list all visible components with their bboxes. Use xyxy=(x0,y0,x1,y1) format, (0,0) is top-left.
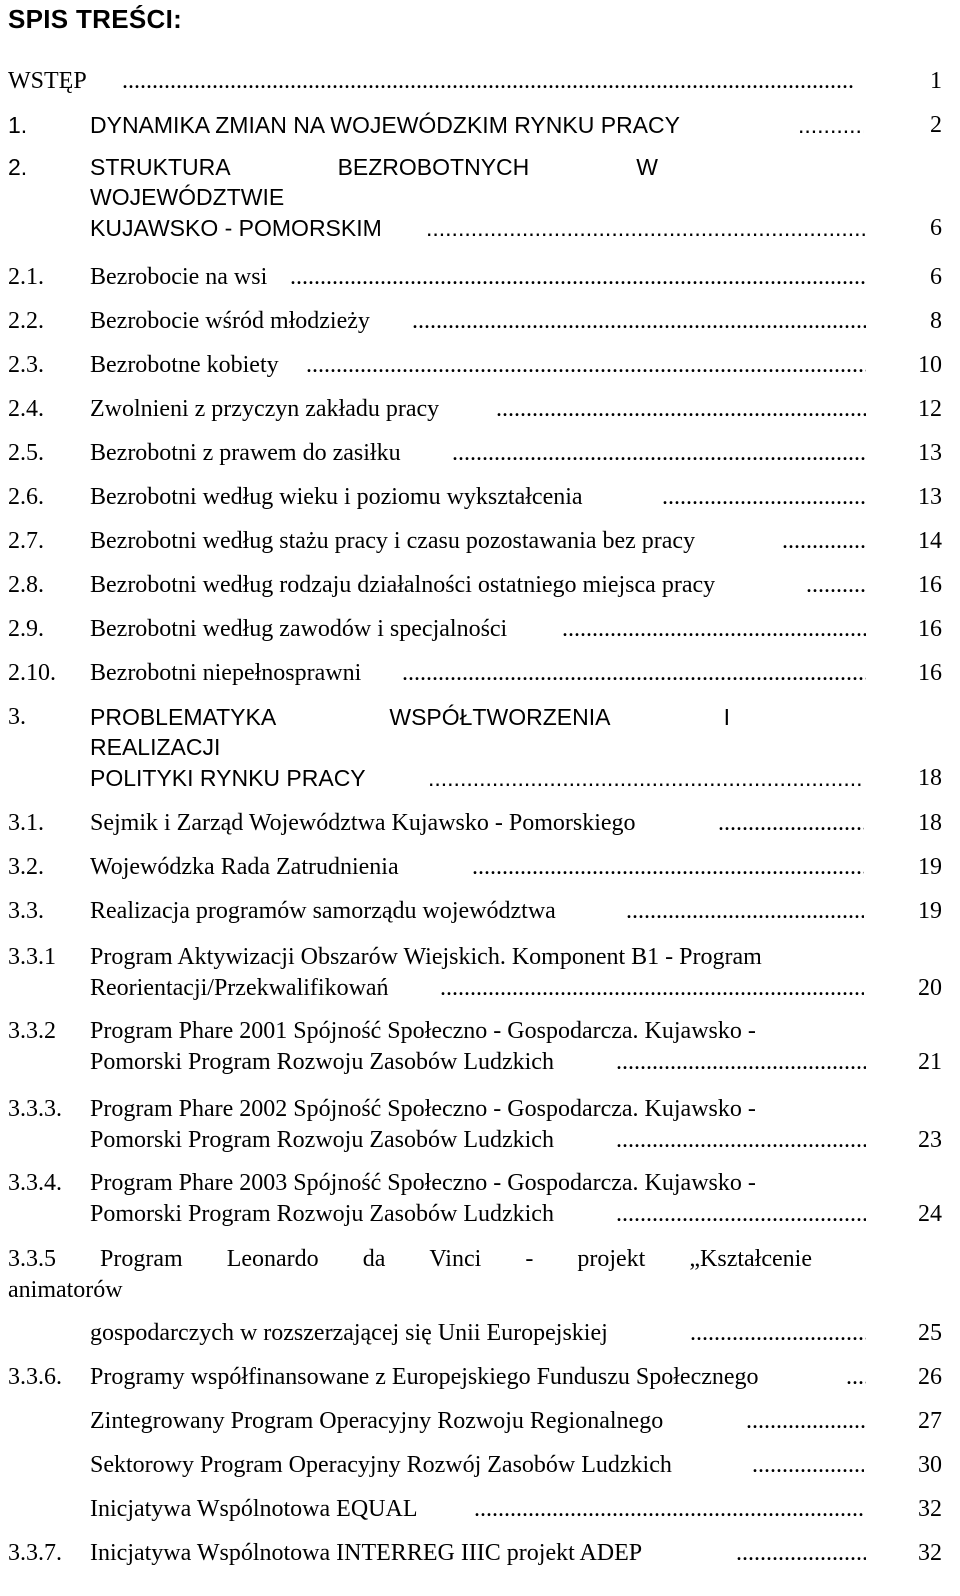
entry-page: 6 xyxy=(930,264,942,290)
entry-title: Sektorowy Program Operacyjny Rozwój Zasobów Ludzkich xyxy=(90,1452,672,1478)
title-word: PROBLEMATYKA xyxy=(90,704,277,730)
entry-title-line3: gospodarczych w rozszerzającej się Unii Europejskiej xyxy=(90,1320,608,1346)
leader-dots xyxy=(306,350,866,380)
entry-number: 2.1. xyxy=(8,264,44,290)
entry-number: 2.5. xyxy=(8,440,44,466)
leader-dots xyxy=(662,482,866,512)
title-word: STRUKTURA xyxy=(90,154,231,180)
entry-number: 2.4. xyxy=(8,396,44,422)
entry-number: 2.6. xyxy=(8,484,44,510)
leader-dots xyxy=(718,808,864,838)
entry-number: 3.1. xyxy=(8,810,44,836)
entry-number: 3.3.7. xyxy=(8,1540,62,1566)
entry-title: Inicjatywa Wspólnotowa EQUAL xyxy=(90,1496,418,1522)
entry-page: 16 xyxy=(918,660,942,686)
toc-entry[interactable] xyxy=(0,394,960,424)
entry-title-line1 xyxy=(90,152,658,182)
entry-page: 10 xyxy=(918,352,942,378)
toc-entry[interactable] xyxy=(0,262,960,292)
toc-entry[interactable] xyxy=(0,110,960,140)
leader-dots xyxy=(846,1362,866,1392)
entry-number: 2.8. xyxy=(8,572,44,598)
toc-entry[interactable] xyxy=(0,614,960,644)
entry-number: 2.3. xyxy=(8,352,44,378)
toc-entry[interactable] xyxy=(0,152,960,244)
entry-number: 2.10. xyxy=(8,660,56,686)
entry-number: 2.9. xyxy=(8,616,44,642)
entry-number: 3.3.2 xyxy=(8,1018,56,1044)
entry-page: 25 xyxy=(918,1320,942,1346)
toc-entry[interactable] xyxy=(0,1494,960,1524)
entry-title-line1: Program Phare 2003 Spójność Społeczno - Gospodarcza. Kujawsko - xyxy=(90,1170,756,1196)
entry-number: 3.2. xyxy=(8,854,44,880)
entry-page: 16 xyxy=(918,572,942,598)
entry-title: Bezrobotni niepełnosprawni xyxy=(90,660,362,686)
toc-entry[interactable] xyxy=(0,438,960,468)
title-word: - xyxy=(525,1246,534,1272)
entry-title-line3: POLITYKI RYNKU PRACY xyxy=(90,765,366,791)
entry-title: Bezrobotni z prawem do zasiłku xyxy=(90,440,401,466)
entry-page: 16 xyxy=(918,616,942,642)
entry-title: Bezrobotni według rodzaju działalności ostatniego miejsca pracy xyxy=(90,572,716,598)
entry-page: 24 xyxy=(918,1201,942,1227)
entry-page: 12 xyxy=(918,396,942,422)
toc-entry[interactable] xyxy=(0,896,960,926)
title-word: Leonardo xyxy=(226,1246,319,1272)
leader-dots xyxy=(440,973,864,1003)
toc-entry[interactable] xyxy=(0,1362,960,1392)
entry-page: 26 xyxy=(918,1364,942,1390)
entry-title-line2: Pomorski Program Rozwoju Zasobów Ludzkich xyxy=(90,1201,554,1227)
toc-entry[interactable] xyxy=(0,1450,960,1480)
entry-page: 32 xyxy=(918,1496,942,1522)
entry-page: 1 xyxy=(930,68,942,94)
entry-page: 2 xyxy=(930,112,942,138)
entry-number: 2.2. xyxy=(8,308,44,334)
toc-entry[interactable] xyxy=(0,942,960,1004)
entry-page: 19 xyxy=(918,854,942,880)
leader-dots xyxy=(752,1450,864,1480)
entry-title-line3: KUJAWSKO - POMORSKIM xyxy=(90,215,382,241)
toc-entry[interactable] xyxy=(0,1244,960,1350)
entry-title-line1: Program Phare 2002 Spójność Społeczno - Gospodarcza. Kujawsko - xyxy=(90,1096,756,1122)
entry-title: Bezrobocie wśród młodzieży xyxy=(90,308,370,334)
entry-title: Zwolnieni z przyczyn zakładu pracy xyxy=(90,396,440,422)
leader-dots xyxy=(616,1047,866,1077)
entry-title: Inicjatywa Wspólnotowa INTERREG IIIC projekt ADEP xyxy=(90,1540,643,1566)
toc-entry[interactable] xyxy=(0,702,960,794)
entry-number: 2.7. xyxy=(8,528,44,554)
entry-page: 30 xyxy=(918,1452,942,1478)
entry-title: Bezrobotni według stażu pracy i czasu pozostawania bez pracy xyxy=(90,528,696,554)
leader-dots xyxy=(290,262,866,292)
entry-page: 14 xyxy=(918,528,942,554)
entry-page: 8 xyxy=(930,308,942,334)
title-word: da xyxy=(362,1246,386,1272)
leader-dots xyxy=(452,438,866,468)
entry-page: 13 xyxy=(918,484,942,510)
entry-title: Realizacja programów samorządu województwa xyxy=(90,898,556,924)
title-word: I xyxy=(723,704,730,730)
title-word: W xyxy=(636,154,658,180)
toc-entry[interactable] xyxy=(0,482,960,512)
toc-entry[interactable] xyxy=(0,852,960,882)
toc-entry[interactable] xyxy=(0,1016,960,1078)
entry-page: 18 xyxy=(918,810,942,836)
entry-title-line2: Reorientacji/Przekwalifikowań xyxy=(90,975,389,1001)
entry-number: 3.3.4. xyxy=(8,1170,62,1196)
title-word: projekt xyxy=(577,1246,646,1272)
entry-page: 18 xyxy=(918,765,942,791)
toc-entry[interactable] xyxy=(0,658,960,688)
entry-label: WSTĘP xyxy=(8,68,87,94)
title-word: BEZROBOTNYCH xyxy=(337,154,530,180)
entry-title-line1: Program Phare 2001 Spójność Społeczno - Gospodarcza. Kujawsko - xyxy=(90,1018,756,1044)
entry-number: 3.3.5 xyxy=(8,1246,56,1272)
entry-page: 6 xyxy=(930,215,942,241)
entry-page: 32 xyxy=(918,1540,942,1566)
entry-title: Programy współfinansowane z Europejskiego Funduszu Społecznego xyxy=(90,1364,759,1390)
entry-number: 3. xyxy=(8,704,26,730)
toc-entry[interactable] xyxy=(0,66,960,96)
title-word: Vinci xyxy=(429,1246,482,1272)
toc-entry[interactable] xyxy=(0,1168,960,1230)
entry-title-line2: REALIZACJI xyxy=(90,734,221,760)
leader-dots xyxy=(626,896,864,926)
leader-dots xyxy=(402,658,866,688)
entry-title: DYNAMIKA ZMIAN NA WOJEWÓDZKIM RYNKU PRACY xyxy=(90,112,680,138)
entry-number: 3.3.3. xyxy=(8,1096,62,1122)
toc-entry[interactable] xyxy=(0,1094,960,1156)
leader-dots xyxy=(798,110,864,140)
entry-page: 13 xyxy=(918,440,942,466)
entry-title-line1: Program Aktywizacji Obszarów Wiejskich. Komponent B1 - Program xyxy=(90,944,762,970)
entry-number: 2. xyxy=(8,154,28,180)
entry-title: Bezrobocie na wsi xyxy=(90,264,268,290)
toc-entry[interactable] xyxy=(0,526,960,556)
title-word: „Kształcenie xyxy=(689,1246,812,1272)
entry-title: Wojewódzka Rada Zatrudnienia xyxy=(90,854,399,880)
entry-number: 3.3. xyxy=(8,898,44,924)
leader-dots xyxy=(122,66,854,96)
leader-dots xyxy=(736,1538,866,1568)
toc-entry[interactable] xyxy=(0,350,960,380)
leader-dots xyxy=(782,526,866,556)
entry-title-line2: Pomorski Program Rozwoju Zasobów Ludzkich xyxy=(90,1127,554,1153)
leader-dots xyxy=(806,570,866,600)
toc-entry[interactable] xyxy=(0,1538,960,1568)
leader-dots xyxy=(426,213,866,243)
entry-title: Sejmik i Zarząd Województwa Kujawsko - Pomorskiego xyxy=(90,810,636,836)
toc-entry[interactable] xyxy=(0,1406,960,1436)
toc-entry[interactable] xyxy=(0,570,960,600)
entry-title-line2: Pomorski Program Rozwoju Zasobów Ludzkich xyxy=(90,1049,554,1075)
title-word: WSPÓŁTWORZENIA xyxy=(389,704,611,730)
leader-dots xyxy=(474,1494,864,1524)
leader-dots xyxy=(562,614,866,644)
toc-title: SPIS TREŚCI: xyxy=(8,4,183,34)
entry-number: 3.3.6. xyxy=(8,1364,62,1390)
entry-number: 1. xyxy=(8,112,28,138)
entry-title-line2: WOJEWÓDZTWIE xyxy=(90,184,285,210)
toc-entry[interactable] xyxy=(0,808,960,838)
entry-title: Zintegrowany Program Operacyjny Rozwoju Regionalnego xyxy=(90,1408,664,1434)
leader-dots xyxy=(496,394,866,424)
leader-dots xyxy=(746,1406,866,1436)
toc-entry[interactable] xyxy=(0,306,960,336)
entry-title: Bezrobotni według wieku i poziomu wykształcenia xyxy=(90,484,583,510)
entry-page: 19 xyxy=(918,898,942,924)
entry-page: 23 xyxy=(918,1127,942,1153)
leader-dots xyxy=(616,1125,866,1155)
entry-title-line2: animatorów xyxy=(8,1277,123,1303)
entry-page: 20 xyxy=(918,975,942,1001)
entry-title: Bezrobotni według zawodów i specjalności xyxy=(90,616,508,642)
entry-title: Bezrobotne kobiety xyxy=(90,352,279,378)
leader-dots xyxy=(412,306,866,336)
leader-dots xyxy=(472,852,864,882)
title-word: Program xyxy=(100,1246,183,1272)
entry-title-line1 xyxy=(8,1244,812,1274)
leader-dots xyxy=(616,1199,866,1229)
entry-page: 27 xyxy=(918,1408,942,1434)
entry-title-line1 xyxy=(90,702,730,732)
entry-number: 3.3.1 xyxy=(8,944,56,970)
leader-dots xyxy=(690,1318,866,1348)
leader-dots xyxy=(428,763,864,793)
entry-page: 21 xyxy=(918,1049,942,1075)
